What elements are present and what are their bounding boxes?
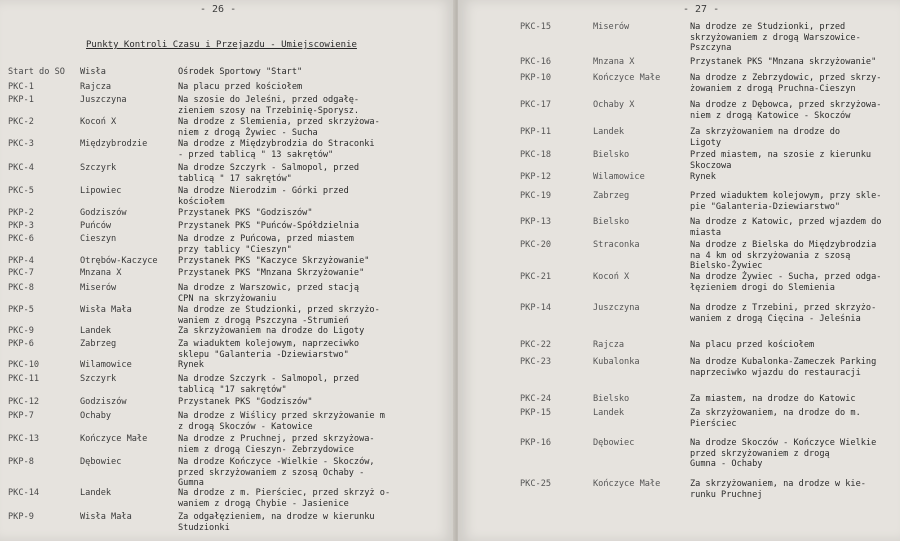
checkpoint-location: Ośrodek Sportowy "Start" — [178, 67, 303, 77]
checkpoint-code: PKP-13 — [520, 217, 552, 227]
checkpoint-place: Landek — [80, 326, 112, 336]
checkpoint-code: PKC-15 — [520, 22, 552, 32]
checkpoint-code: PKC-18 — [520, 150, 552, 160]
section-heading: Punkty Kontroli Czasu i Przejazdu - Umiejscowienie — [86, 40, 357, 50]
checkpoint-location: Na drodze Nierodzim - Górki przed kościołem — [178, 186, 349, 207]
checkpoint-code: PKC-8 — [8, 283, 34, 293]
checkpoint-code: PKP-10 — [520, 73, 552, 83]
checkpoint-place: Wilamowice — [80, 360, 132, 370]
checkpoint-location: Przystanek PKS "Mnzana Skrzyżowanie" — [178, 268, 365, 278]
checkpoint-place: Rajcza — [593, 340, 625, 350]
checkpoint-code: PKP-7 — [8, 411, 34, 421]
checkpoint-code: PKP-12 — [520, 172, 552, 182]
checkpoint-place: Bielsko — [593, 394, 630, 404]
checkpoint-code: PKC-19 — [520, 191, 552, 201]
checkpoint-location: Na drodze Żywiec - Sucha, przed odga- łęzieniem drogi do Slemienia — [690, 272, 882, 293]
checkpoint-place: Landek — [593, 127, 625, 137]
checkpoint-code: PKC-9 — [8, 326, 34, 336]
checkpoint-code: PKC-7 — [8, 268, 34, 278]
checkpoint-code: Start do SO — [8, 67, 65, 77]
checkpoint-location: Na drodze Skoczów - Kończyce Wielkie przed skrzyżowaniem z drogą Gumna - Ochaby — [690, 438, 877, 469]
checkpoint-location: Przystanek PKS "Mnzana skrzyżowanie" — [690, 57, 877, 67]
checkpoint-place: Kocoń X — [80, 117, 117, 127]
checkpoint-code: PKP-5 — [8, 305, 34, 315]
checkpoint-code: PKC-1 — [8, 82, 34, 92]
checkpoint-code: PKC-25 — [520, 479, 552, 489]
checkpoint-code: PKC-2 — [8, 117, 34, 127]
checkpoint-place: Bielsko — [593, 150, 630, 160]
checkpoint-place: Zabrzeg — [80, 339, 117, 349]
checkpoint-place: Szczyrk — [80, 163, 117, 173]
checkpoint-code: PKP-8 — [8, 457, 34, 467]
checkpoint-location: Przystanek PKS "Godziszów" — [178, 208, 313, 218]
checkpoint-location: Przed miastem, na szosie z kierunku Skoczowa — [690, 150, 872, 171]
checkpoint-location: Za odgałęzieniem, na drodze w kierunku Studzionki — [178, 512, 375, 533]
checkpoint-place: Lipowiec — [80, 186, 122, 196]
checkpoint-code: PKC-20 — [520, 240, 552, 250]
checkpoint-location: Na drodze z Warszowic, przed stacją CPN na skrzyżowaniu — [178, 283, 360, 304]
checkpoint-location: Za skrzyżowaniem, na drodze do m. Pierściec — [690, 408, 861, 429]
checkpoint-location: Na placu przed kościołem — [690, 340, 815, 350]
checkpoint-location: Na drodze z Międzybrodzia do Straconki - przed tablicą " 13 sakrętów" — [178, 139, 375, 160]
checkpoint-place: Godziszów — [80, 208, 127, 218]
checkpoint-place: Zabrzeg — [593, 191, 630, 201]
checkpoint-location: Na drodze Kończyce -Wielkie - Skoczów, przed skrzyżowaniem z szosą Ochaby - Gumna — [178, 457, 375, 488]
checkpoint-code: PKP-4 — [8, 256, 34, 266]
checkpoint-location: Na drodze z Wiślicy przed skrzyżowanie m z drogą Skoczów - Katowice — [178, 411, 385, 432]
checkpoint-code: PKC-24 — [520, 394, 552, 404]
checkpoint-code: PKC-4 — [8, 163, 34, 173]
checkpoint-location: Przystanek PKS "Kaczyce Skrzyżowanie" — [178, 256, 370, 266]
checkpoint-place: Cieszyn — [80, 234, 117, 244]
checkpoint-location: Za skrzyżowaniem, na drodze w kie- runku Pruchnej — [690, 479, 866, 500]
checkpoint-location: Rynek — [178, 360, 204, 370]
checkpoint-location: Na drodze z Dębowca, przed skrzyżowa- niem z drogą Katowice - Skoczów — [690, 100, 882, 121]
checkpoint-code: PKC-21 — [520, 272, 552, 282]
checkpoint-place: Kończyce Małe — [593, 73, 661, 83]
checkpoint-code: PKP-15 — [520, 408, 552, 418]
checkpoint-place: Ochaby X — [593, 100, 635, 110]
checkpoint-code: PKC-14 — [8, 488, 40, 498]
checkpoint-place: Wisła Mała — [80, 305, 132, 315]
checkpoint-place: Mnzana X — [593, 57, 635, 67]
checkpoint-location: Na drodze ze Studzionki, przed skrzyżo- waniem z drogą Pszczyna -Strumień — [178, 305, 380, 326]
checkpoint-place: Juszczyna — [593, 303, 640, 313]
checkpoint-location: Na drodze z Trzebini, przed skrzyżo- waniem z drogą Cięcina - Jeleśnia — [690, 303, 877, 324]
checkpoint-place: Landek — [593, 408, 625, 418]
checkpoint-code: PKP-3 — [8, 221, 34, 231]
checkpoint-location: Na drodze z Zebrzydowic, przed skrzy- żowaniem z drogą Pruchna-Cieszyn — [690, 73, 882, 94]
checkpoint-code: PKP-16 — [520, 438, 552, 448]
checkpoint-location: Na drodze Szczyrk - Salmopol, przed tablicą "17 sakrętów" — [178, 374, 360, 395]
checkpoint-code: PKP-2 — [8, 208, 34, 218]
checkpoint-location: Na drodze z Bielska do Międzybrodzia na 4 km od skrzyżowania z szosą Bielsko-Żywiec — [690, 240, 877, 271]
checkpoint-place: Wisła — [80, 67, 106, 77]
checkpoint-location: Na drodze ze Studzionki, przed skrzyżowaniem z drogą Warszowice- Pszczyna — [690, 22, 861, 53]
page-number-left: - 26 - — [200, 4, 237, 15]
checkpoint-location: Przystanek PKS "Puńców-Spółdzielnia — [178, 221, 360, 231]
checkpoint-place: Rajcza — [80, 82, 112, 92]
checkpoint-location: Przed wiaduktem kolejowym, przy skle- pie "Galanteria-Dziewiarstwo" — [690, 191, 882, 212]
checkpoint-code: PKC-10 — [8, 360, 40, 370]
page-number-right: - 27 - — [683, 4, 720, 15]
checkpoint-location: Na placu przed kościołem — [178, 82, 303, 92]
checkpoint-place: Juszczyna — [80, 95, 127, 105]
checkpoint-code: PKC-3 — [8, 139, 34, 149]
checkpoint-location: Na drodze z Katowic, przed wjazdem do miasta — [690, 217, 882, 238]
checkpoint-place: Otrębów-Kaczyce — [80, 256, 158, 266]
checkpoint-code: PKC-5 — [8, 186, 34, 196]
checkpoint-location: Przystanek PKS "Godziszów" — [178, 397, 313, 407]
checkpoint-code: PKC-13 — [8, 434, 40, 444]
checkpoint-place: Puńców — [80, 221, 112, 231]
checkpoint-code: PKC-11 — [8, 374, 40, 384]
checkpoint-place: Międzybrodzie — [80, 139, 148, 149]
checkpoint-location: Na drodze Kubalonka-Zameczek Parking naprzeciwko wjazdu do restauracji — [690, 357, 877, 378]
checkpoint-code: PKP-6 — [8, 339, 34, 349]
checkpoint-location: Za wiaduktem kolejowym, naprzeciwko sklepu "Galanteria -Dziewiarstwo" — [178, 339, 360, 360]
checkpoint-place: Godziszów — [80, 397, 127, 407]
checkpoint-place: Dębowiec — [593, 438, 635, 448]
checkpoint-location: Za miastem, na drodze do Katowic — [690, 394, 856, 404]
checkpoint-place: Wisła Mała — [80, 512, 132, 522]
checkpoint-place: Straconka — [593, 240, 640, 250]
checkpoint-place: Szczyrk — [80, 374, 117, 384]
checkpoint-place: Bielsko — [593, 217, 630, 227]
checkpoint-code: PKC-23 — [520, 357, 552, 367]
checkpoint-place: Dębowiec — [80, 457, 122, 467]
checkpoint-place: Kończyce Małe — [593, 479, 661, 489]
checkpoint-place: Wilamowice — [593, 172, 645, 182]
checkpoint-place: Mnzana X — [80, 268, 122, 278]
checkpoint-code: PKC-16 — [520, 57, 552, 67]
checkpoint-code: PKP-11 — [520, 127, 552, 137]
checkpoint-code: PKC-22 — [520, 340, 552, 350]
checkpoint-location: Rynek — [690, 172, 716, 182]
checkpoint-location: Na drodze z Puńcowa, przed miastem przy tablicy "Cieszyn" — [178, 234, 354, 255]
checkpoint-location: Na drodze z Slemienia, przed skrzyżowa- niem z drogą Żywiec - Sucha — [178, 117, 380, 138]
checkpoint-place: Kubalonka — [593, 357, 640, 367]
checkpoint-location: Na drodze z m. Pierściec, przed skrzyż o- waniem z drogą Chybie - Jasienice — [178, 488, 391, 509]
checkpoint-location: Na szosie do Jeleśni, przed odgałę- zieniem szosy na Trzebinię-Sporysz. — [178, 95, 360, 116]
checkpoint-code: PKP-9 — [8, 512, 34, 522]
checkpoint-code: PKC-17 — [520, 100, 552, 110]
checkpoint-location: Na drodze z Pruchnej, przed skrzyżowa- niem z drogą Cieszyn- Zebrzydowice — [178, 434, 375, 455]
checkpoint-location: Na drodze Szczyrk - Salmopol, przed tablicą " 17 sakrętów" — [178, 163, 360, 184]
checkpoint-code: PKC-12 — [8, 397, 40, 407]
checkpoint-place: Kończyce Małe — [80, 434, 148, 444]
checkpoint-code: PKC-6 — [8, 234, 34, 244]
checkpoint-code: PKP-1 — [8, 95, 34, 105]
checkpoint-location: Za skrzyżowaniem na drodze do Ligoty — [690, 127, 841, 148]
checkpoint-place: Landek — [80, 488, 112, 498]
checkpoint-place: Miserów — [80, 283, 117, 293]
checkpoint-code: PKP-14 — [520, 303, 552, 313]
checkpoint-place: Miserów — [593, 22, 630, 32]
checkpoint-location: Za skrzyżowaniem na drodze do Ligoty — [178, 326, 365, 336]
checkpoint-place: Kocoń X — [593, 272, 630, 282]
checkpoint-place: Ochaby — [80, 411, 112, 421]
right-page — [458, 0, 900, 541]
